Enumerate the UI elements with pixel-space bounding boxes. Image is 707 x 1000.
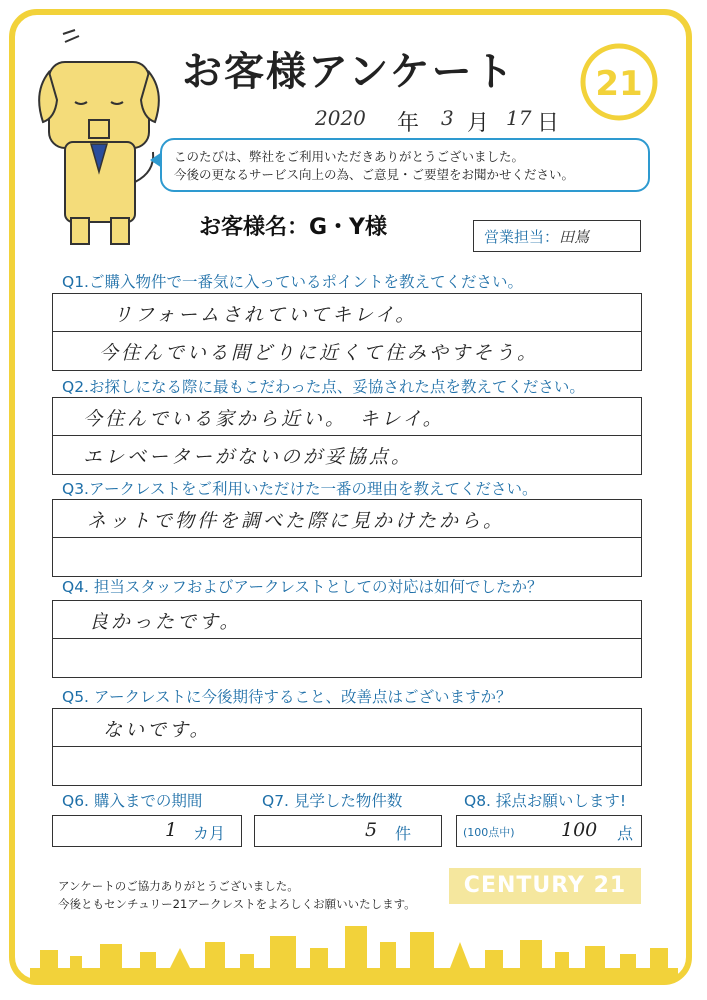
century21-circle-logo	[578, 41, 660, 123]
answer-line	[53, 639, 641, 677]
answer-line	[53, 709, 641, 747]
customer-name-label: お客様名：G・Y様	[199, 215, 387, 240]
question-2-answer-box	[52, 397, 642, 475]
period-unit: カ月	[193, 824, 226, 843]
answer-line	[53, 538, 641, 576]
answer-line	[53, 436, 641, 474]
answer-line	[53, 294, 641, 332]
date-day: 17	[506, 106, 532, 130]
question-4-answer-box	[52, 600, 642, 678]
date-day-label: 日	[537, 111, 560, 136]
answer-text: 良かったです。	[89, 611, 242, 633]
question-4-label: Q4. 担当スタッフおよびアークレストとしての対応は如何でしたか？	[62, 578, 543, 596]
date-month: 3	[441, 106, 454, 130]
question-6-answer-box	[52, 815, 242, 847]
footer-line-2: 今後ともセンチュリー21アークレストをよろしくお願いいたします。	[58, 897, 416, 911]
page-title: お客様アンケート	[182, 49, 516, 95]
century21-brand-banner: CENTURY 21	[449, 868, 641, 904]
question-7-label: Q7. 見学した物件数	[262, 792, 403, 810]
score-value: 100	[561, 819, 598, 841]
staff-box	[473, 220, 641, 252]
answer-text: ネットで物件を調べた際に見かけたから。	[87, 510, 506, 532]
question-1-answer-box	[52, 293, 642, 371]
town-skyline-illustration	[30, 912, 678, 980]
date-year-label: 年	[397, 111, 420, 136]
answer-text: ないです。	[103, 719, 212, 741]
mascot-dog-illustration	[35, 22, 165, 250]
answer-line	[53, 398, 641, 436]
question-8-label: Q8. 採点お願いします!	[464, 792, 627, 810]
property-count-value: 5	[365, 819, 378, 841]
answer-text: 今住んでいる家から近い。 キレイ。	[83, 408, 445, 430]
footer-message	[58, 877, 416, 913]
staff-name: 田嶌	[559, 228, 590, 246]
answer-text: リフォームされていてキレイ。	[113, 304, 418, 326]
date-year: 2020	[315, 106, 366, 130]
answer-text: エレベーターがないのが妥協点。	[83, 446, 414, 468]
question-3-answer-box	[52, 499, 642, 577]
score-unit: 点	[617, 824, 634, 843]
greeting-line-1: このたびは、弊社をご利用いただきありがとうございました。	[174, 149, 525, 164]
answer-line	[53, 747, 641, 785]
question-8-answer-box	[456, 815, 642, 847]
question-1-label: Q1.ご購入物件で一番気に入っているポイントを教えてください。	[62, 273, 523, 291]
footer-line-1: アンケートのご協力ありがとうございました。	[58, 879, 299, 893]
property-count-unit: 件	[395, 824, 412, 843]
answer-text: 今住んでいる間どりに近くて住みやすそう。	[99, 342, 540, 364]
question-7-answer-box	[254, 815, 442, 847]
score-prefix: (100点中)	[463, 826, 515, 839]
question-2-label: Q2.お探しになる際に最もこだわった点、妥協された点を教えてください。	[62, 378, 585, 396]
answer-line	[53, 500, 641, 538]
period-value: 1	[165, 819, 178, 841]
question-5-answer-box	[52, 708, 642, 786]
greeting-speech-bubble	[160, 138, 650, 192]
staff-label: 営業担当：	[484, 228, 560, 246]
greeting-line-2: 今後の更なるサービス向上の為、ご意見・ご要望をお聞かせください。	[174, 167, 575, 182]
answer-line	[53, 601, 641, 639]
date-month-label: 月	[467, 111, 490, 136]
answer-line	[53, 332, 641, 370]
logo-text: 21	[595, 64, 643, 104]
question-3-label: Q3.アークレストをご利用いただけた一番の理由を教えてください。	[62, 480, 538, 498]
question-5-label: Q5. アークレストに今後期待すること、改善点はございますか？	[62, 688, 512, 706]
question-6-label: Q6. 購入までの期間	[62, 792, 203, 810]
